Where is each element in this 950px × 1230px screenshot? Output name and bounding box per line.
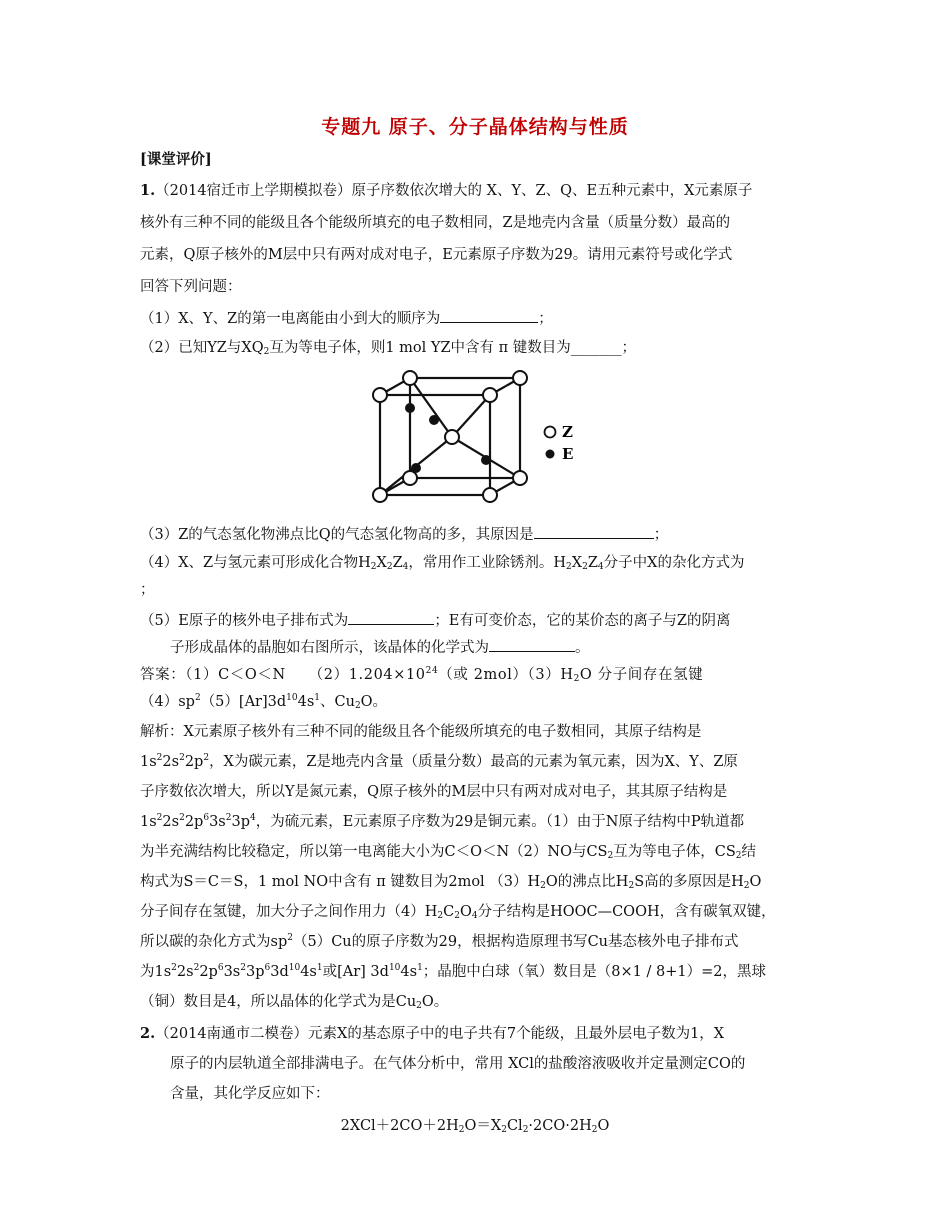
q1-part-4-end: ； bbox=[140, 582, 155, 598]
q1-part-3: （3）Z的气态氢化物沸点比Q的气态氢化物高的多，其原因是 ； bbox=[140, 524, 820, 545]
q1-answer-1: 答案：（1）C＜O＜N $(2)1.204\times 10^{24}$（或 $2mol)(3)H_2O$ 分子间存在氢键 bbox=[140, 666, 704, 684]
legend-e-marker bbox=[546, 450, 555, 459]
z-atom bbox=[513, 471, 527, 485]
q1-part-5-cont: 子形成晶体的晶胞如右图所示，该晶体的化学式为 。 bbox=[170, 637, 820, 658]
q2-number: 2. bbox=[140, 1025, 156, 1042]
q2-line-1: 2.（2014南通市二模卷）元素X的基态原子中的电子共有7个能级，且最外层电子数为1，X bbox=[140, 1025, 725, 1042]
q2-line-3: 含量，其化学反应如下： bbox=[170, 1086, 330, 1102]
q1-answer-2: $(4)sp^2(5)[Ar]3d^{10}4s^1$、$Cu_2O$。 bbox=[140, 693, 388, 711]
answer-blank bbox=[348, 610, 434, 625]
q1-explain-9: 为$1s^22s^22p^63s^23p^63d^{10}4s^1$或[Ar] $3d^{10}4s^1$；晶胞中白球（氧）数目是（8×1 / 8+1）=2，黑球 bbox=[140, 963, 766, 980]
answer-blank bbox=[534, 524, 654, 539]
q2-line-2: 原子的内层轨道全部排满电子。在气体分析中，常用 XCl的盐酸溶液吸收并定量测定CO的 bbox=[170, 1056, 746, 1072]
z-atom bbox=[403, 471, 417, 485]
q1-explain-3: 子序数依次增大，所以Y是氮元素，Q原子核外的M层中只有两对成对电子，其其原子结构是 bbox=[140, 784, 728, 800]
q1-line-2: 核外有三种不同的能级且各个能级所填充的电子数相同，Z是地壳内含量（质量分数）最高的 bbox=[140, 215, 731, 231]
z-atom bbox=[373, 388, 387, 402]
z-atom bbox=[373, 488, 387, 502]
q1-explain-6: 构式为S＝C＝S，1 mol NO中含有 π 键数目为2mol $(3)H_2O$的沸点比$H_2S$高的多原因是$H_2O$ bbox=[140, 874, 762, 891]
legend-e-label: E bbox=[562, 445, 574, 463]
q1-explain-4: $1s^22s^22p^63s^23p^4$，为硫元素，E元素原子序数为29是铜元素。（1）由于N原子结构中P轨道都 bbox=[140, 813, 745, 830]
e-atom bbox=[405, 403, 415, 413]
q1-explain-7: 分子间存在氢键，加大分子之间作用力$(4)H_2C_2O_4$分子结构是HOOC—COOH，含有碳氧双键， bbox=[140, 904, 776, 921]
e-atom bbox=[429, 415, 439, 425]
page-title: 专题九 原子、分子晶体结构与性质 bbox=[321, 116, 629, 138]
answer-blank bbox=[489, 637, 575, 652]
q2-equation: $2XCl+2CO+2H_2O=X_2Cl_2\cdot 2CO\cdot 2H_2O$ bbox=[340, 1118, 610, 1135]
q1-explain-8: 所以碳的杂化方式为$sp^2(5)Cu$的原子序数为29，根据构造原理书写Cu基态核外电子排布式 bbox=[140, 933, 739, 950]
q1-number: 1. bbox=[140, 182, 156, 199]
z-atom bbox=[513, 371, 527, 385]
q1-explain-1: 解析：X元素原子核外有三种不同的能级且各个能级所填充的电子数相同，其原子结构是 bbox=[140, 724, 702, 740]
legend-z-label: Z bbox=[562, 423, 573, 441]
z-atom bbox=[483, 488, 497, 502]
q1-part-5: （5）E原子的核外电子排布式为 ；E有可变价态，它的某价态的离子与Z的阴离 bbox=[140, 610, 820, 631]
q1-part-2: （2）已知YZ与$XQ_2$互为等电子体，则1 mol YZ中含有 π 键数目为_______； bbox=[140, 340, 637, 357]
e-atom bbox=[481, 455, 491, 465]
q1-part-1: （1）X、Y、Z的第一电离能由小到大的顺序为 ； bbox=[140, 308, 820, 329]
z-atom-center bbox=[445, 430, 459, 444]
z-atom bbox=[403, 371, 417, 385]
q1-line-1: 1.（2014宿迁市上学期模拟卷）原子序数依次增大的 X、Y、Z、Q、E五种元素中，X元素原子 bbox=[140, 182, 753, 199]
section-heading: [课堂评价] bbox=[140, 151, 212, 168]
q1-explain-10: （铜）数目是4，所以晶体的化学式为是$Cu_2O$。 bbox=[140, 994, 449, 1011]
q1-part-4: （4）X、Z与氢元素可形成化合物$H_2X_2Z_4$，常用作工业除锈剂。$H_2X_2Z_4$分子中X的杂化方式为 bbox=[140, 555, 745, 572]
z-atom bbox=[483, 388, 497, 402]
q1-explain-5: 为半充满结构比较稳定，所以第一电离能大小为C＜O＜N（2）NO与$CS_2$互为等电子体，$CS_2$结 bbox=[140, 844, 756, 861]
answer-blank bbox=[440, 308, 538, 323]
q1-line-4: 回答下列问题： bbox=[140, 279, 242, 295]
crystal-cell-figure bbox=[370, 370, 590, 515]
q1-explain-2: $1s^22s^22p^2$，X为碳元素，Z是地壳内含量（质量分数）最高的元素为氧元素，因为X、Y、Z原 bbox=[140, 753, 738, 770]
q1-line-3: 元素，Q原子核外的M层中只有两对成对电子，E元素原子序数为29。请用元素符号或化学式 bbox=[140, 247, 733, 263]
legend-z-marker bbox=[545, 427, 556, 438]
